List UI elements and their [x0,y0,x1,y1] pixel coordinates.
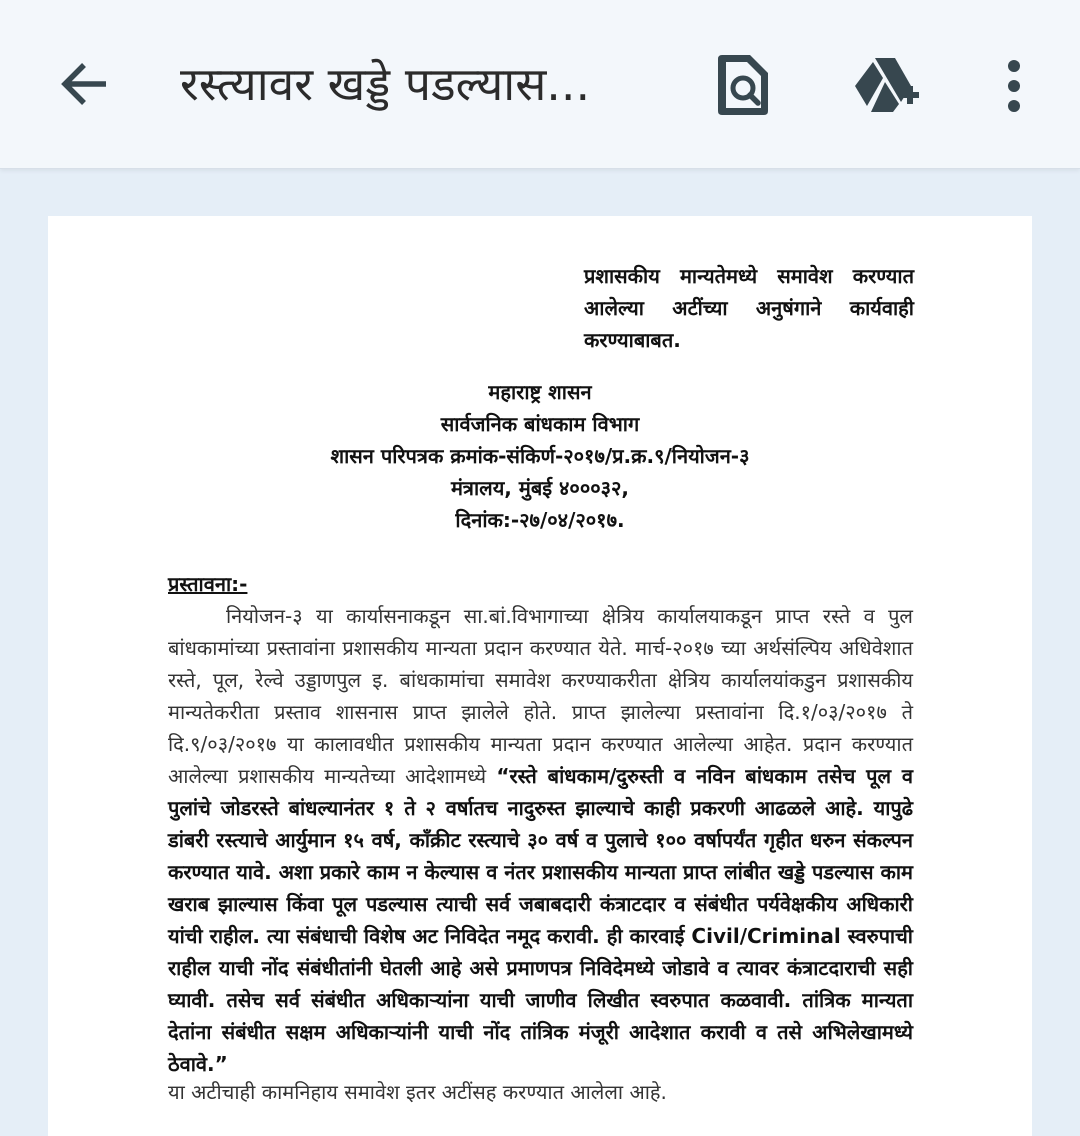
preamble-paragraph [168,600,913,1080]
header-line-government: महाराष्ट्र शासन [488,380,592,404]
find-in-document-button[interactable] [704,44,784,128]
more-vertical-icon [1004,58,1024,114]
document-page [48,216,1032,1136]
header-line-date: दिनांक:-२७/०४/२०१७. [455,508,625,532]
document-title: रस्त्यावर खड्डे पडल्यास... [180,57,591,111]
paragraph-closing-line: या अटीचाही कामनिहाय समावेश इतर अटींसह करण्यात आलेला आहे. [168,1080,667,1104]
app-toolbar [0,0,1080,169]
document-subject: प्रशासकीय मान्यतेमध्ये समावेश करण्यात आलेल्या अटींच्या अनुषंगाने कार्यवाही करण्याबाबत. [584,264,914,352]
header-line-department: सार्वजनिक बांधकाम विभाग [440,412,640,436]
arrow-back-icon [54,54,114,114]
more-options-button[interactable] [984,44,1044,128]
header-line-address: मंत्रालय, मुंबई ४०००३२, [450,476,630,500]
document-header [48,376,1032,536]
header-line-circular-number: शासन परिपत्रक क्रमांक-संकिर्ण-२०१७/प्र.क्र.९/नियोजन-३ [330,444,750,468]
paragraph-intro-text: नियोजन-३ या कार्यासनाकडून सा.बां.विभागाच्या क्षेत्रिय कार्यालयाकडून प्राप्त रस्ते व पुल बांधकामांच्या प्रस्तावांना प्रशासकीय मान्यता प्रदान करण्यात येते. मार्च-२०१७ च्या अर्थसंल्पिय अधिवेशात रस्ते, पूल, रेल्वे उड्डाणपुल इ. बांधकामांचा समावेश करण्याकरीता क्षेत्रिय कार्यालयांकडुन प्रशासकीय मान्यतेकरीता प्रस्ताव शासनास प्राप्त झालेले होते. प्राप्त झालेल्या प्रस्तावांना दि.१/०३/२०१७ ते दि.९/०३/२०१७ या कालावधीत प्रशासकीय मान्यता प्रदान करण्यात आलेल्या आहेत. प्रदान करण्यात आलेल्या प्रशासकीय मान्यतेच्या आदेशामध्ये [168,604,913,788]
add-to-drive-button[interactable] [846,44,930,128]
back-button[interactable] [44,44,124,124]
preamble-heading: प्रस्तावना:- [168,572,248,596]
add-to-drive-icon [853,56,923,116]
paragraph-quoted-condition: “रस्ते बांधकाम/दुरुस्ती व नविन बांधकाम तसेच पूल व पुलांचे जोडरस्ते बांधल्यानंतर १ ते २ वर्षातच नादुरुस्त झाल्याचे काही प्रकरणी आढळले आहे. यापुढे डांबरी रस्त्याचे आर्युमान १५ वर्ष, काँक्रीट रस्त्याचे ३० वर्ष व पुलाचे १०० वर्षापर्यंत गृहीत धरुन संकल्पन करण्यात यावे. अशा प्रकारे काम न केल्यास व नंतर प्रशासकीय मान्यता प्राप्त लांबीत खड्डे पडल्यास काम खराब झाल्यास किंवा पूल पडल्यास त्याची सर्व जबाबदारी कंत्राटदार व संबंधीत पर्यवेक्षकीय अधिकारी यांची राहील. त्या संबंधाची विशेष अट निविदेत नमूद करावी. ही कारवाई Civil/Criminal स्वरुपाची राहील याची नोंद संबंधीतांनी घेतली आहे असे प्रमाणपत्र निविदेमध्ये जोडावे व त्यावर कंत्राटदाराची सही घ्यावी. तसेच सर्व संबंधीत अधिकाऱ्यांना याची जाणीव लिखीत स्वरुपात कळवावी. तांत्रिक मान्यता देतांना संबंधीत सक्षम अधिकाऱ्यांनी याची नोंद तांत्रिक मंजूरी आदेशात करावी व तसे अभिलेखामध्ये ठेवावे.” [168,764,913,1076]
search-in-document-icon [716,53,772,119]
